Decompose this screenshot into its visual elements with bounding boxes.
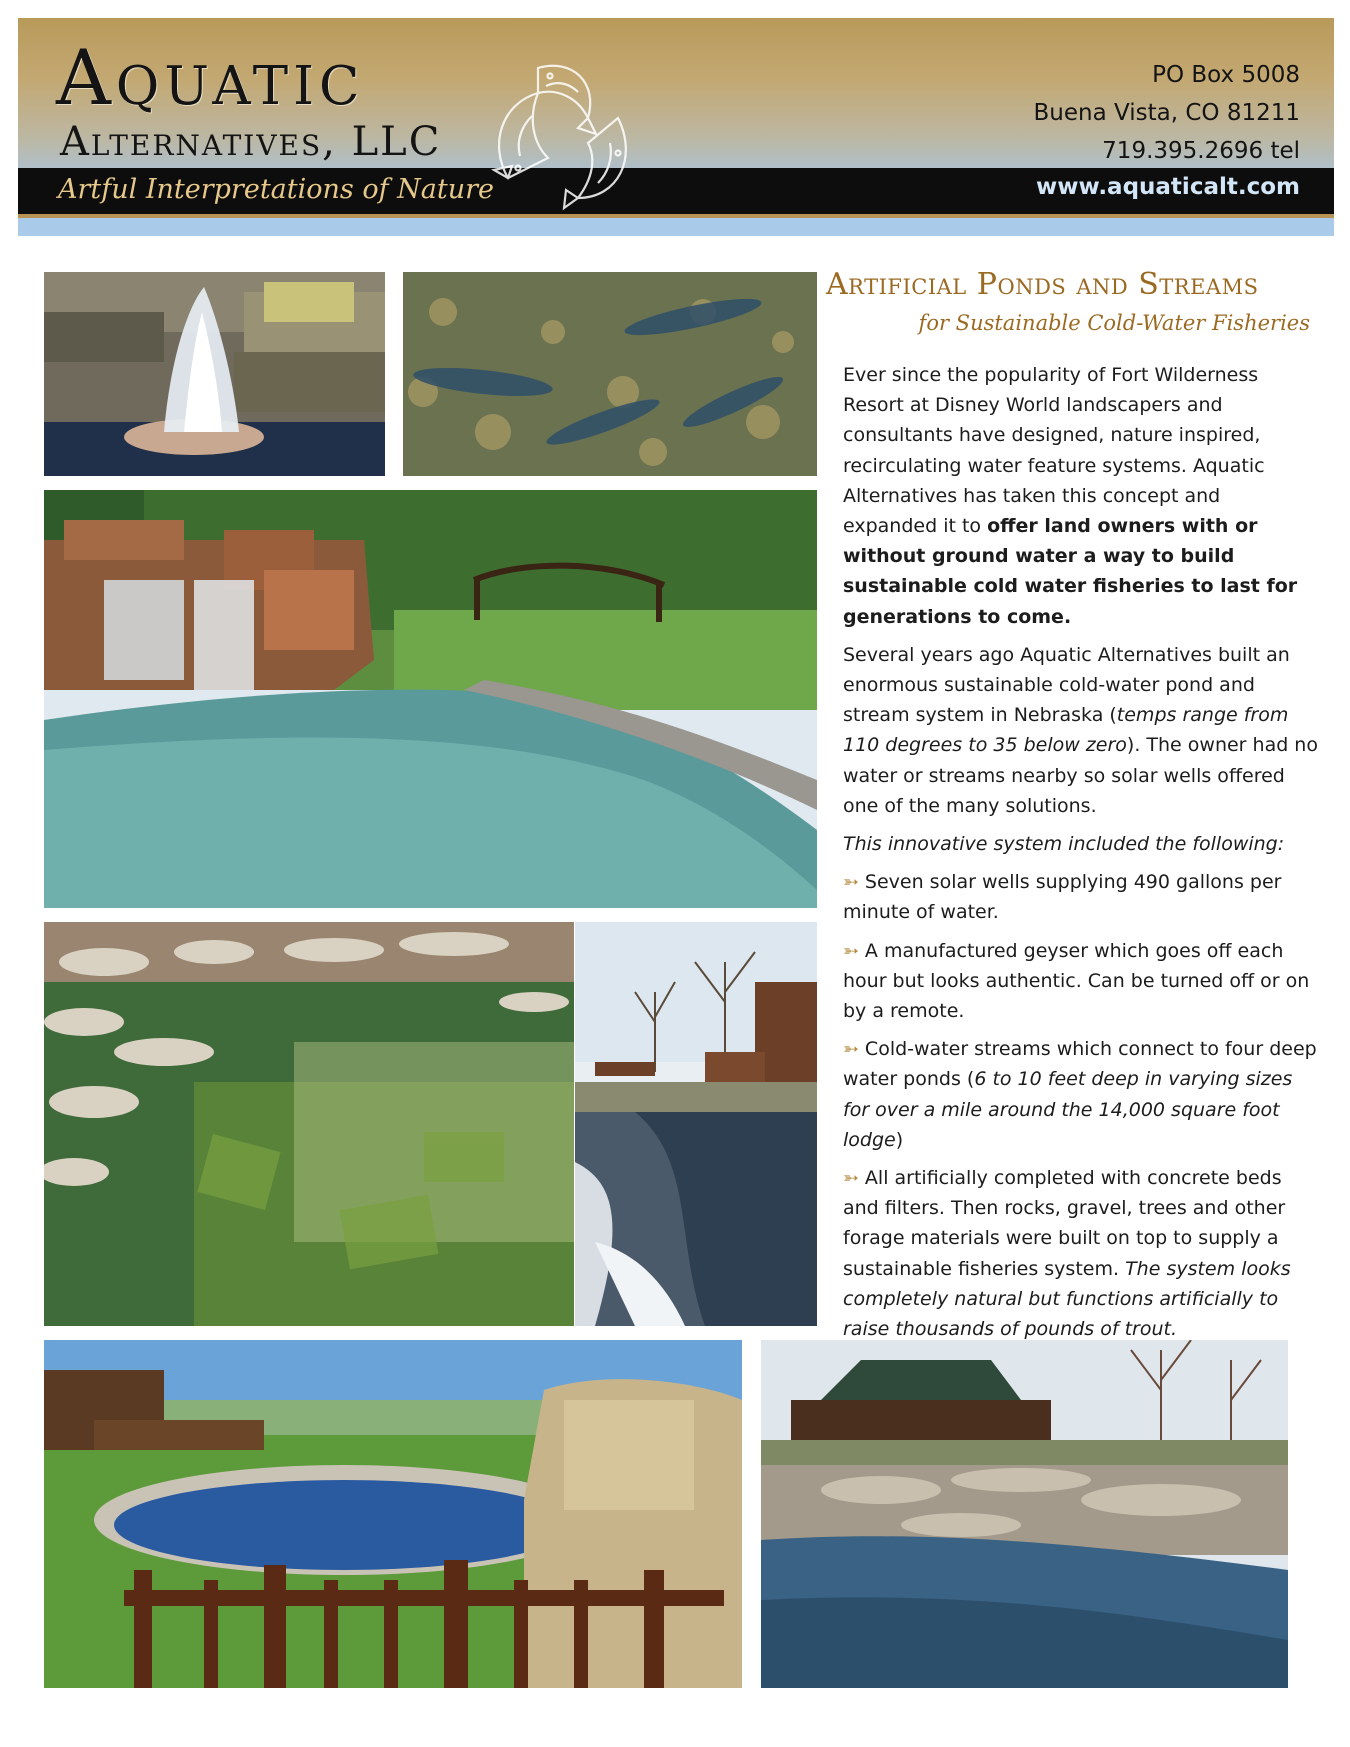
article-title: Artificial Ponds and Streams xyxy=(826,267,1259,302)
arrow-bullet-icon: ➳ xyxy=(843,1038,859,1061)
arrow-bullet-icon: ➳ xyxy=(843,1167,859,1190)
arrow-bullet-icon: ➳ xyxy=(843,939,859,962)
address-line1: PO Box 5008 xyxy=(1152,62,1300,88)
address-line2: Buena Vista, CO 81211 xyxy=(1033,100,1300,126)
article-paragraph-3: This innovative system included the following: xyxy=(843,833,1285,856)
article-paragraph-1: Ever since the popularity of Fort Wilderness Resort at Disney World landscapers and consultants have designed, nature inspired, recirculating water feature systems. Aquatic Alternatives has taken this concept and expanded it to offer land owners with or without ground water a way to build sustainable cold water fisheries to last for generations to come. xyxy=(843,364,1298,628)
article-body xyxy=(843,360,1319,1352)
page-header xyxy=(18,18,1334,236)
photo-geyser-fountain xyxy=(44,272,385,476)
photo-log-lodge-stream xyxy=(761,1340,1288,1688)
article-paragraph-2: Several years ago Aquatic Alternatives built an enormous sustainable cold-water pond and stream system in Nebraska (temps range from 110 degrees to 35 below zero). The owner had no water or streams nearby so solar wells offered one of the many solutions. xyxy=(843,643,1318,817)
company-name: Aquatic xyxy=(56,33,365,122)
photo-waterfall-pond-bridge xyxy=(44,490,817,908)
fish-circle-logo-icon xyxy=(478,48,648,218)
arrow-bullet-icon: ➳ xyxy=(843,871,859,894)
header-blue-strip xyxy=(18,218,1334,236)
contact-block xyxy=(1034,56,1300,170)
photo-clear-pond-stones xyxy=(44,922,574,1326)
article-subtitle: for Sustainable Cold-Water Fisheries xyxy=(918,311,1310,335)
photo-winter-stream-lodge xyxy=(575,922,817,1326)
photo-pond-log-railing xyxy=(44,1340,742,1688)
company-tagline: Artful Interpretations of Nature xyxy=(58,174,495,205)
bullet-item: ➳ Cold-water streams which connect to four deep water ponds (6 to 10 feet deep in varying sizes for over a mile around the 14,000 square foot lodge) xyxy=(843,1038,1317,1151)
website-link[interactable]: www.aquaticalt.com xyxy=(1036,174,1300,200)
bullet-item: ➳ A manufactured geyser which goes off each hour but looks authentic. Can be turned off or on by a remote. xyxy=(843,939,1310,1023)
bullet-item: ➳ All artificially completed with concrete beds and filters. Then rocks, gravel, trees and other forage materials were built on top to supply a sustainable fisheries system. The system looks completely natural but functions artificially to raise thousands of pounds of trout. xyxy=(843,1167,1291,1341)
company-name-line2: Alternatives, LLC xyxy=(60,119,442,165)
phone-number: 719.395.2696 tel xyxy=(1102,138,1300,164)
photo-trout-water xyxy=(403,272,817,476)
bullet-item: ➳ Seven solar wells supplying 490 gallons per minute of water. xyxy=(843,871,1282,924)
